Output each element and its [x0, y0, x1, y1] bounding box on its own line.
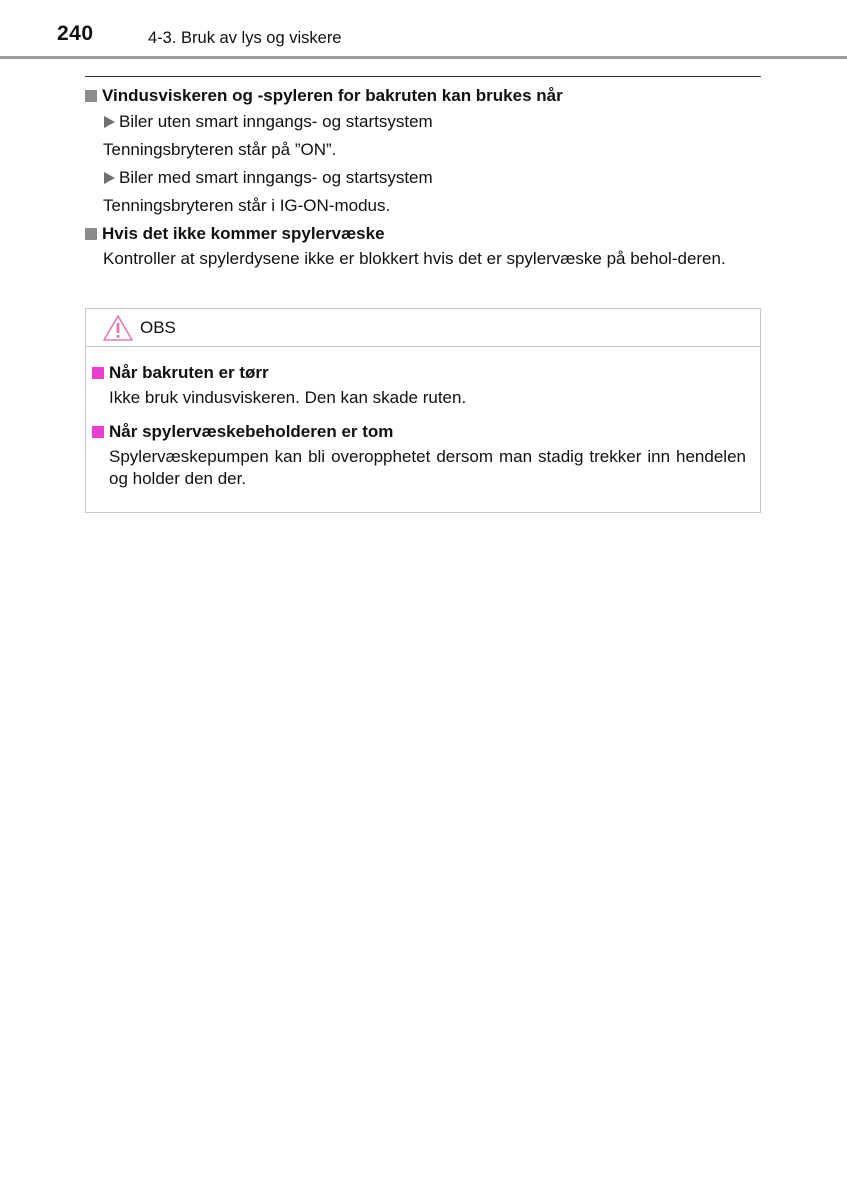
paragraph: Kontroller at spylerdysene ikke er blokkert hvis det er spylervæske på behol-deren. [103, 249, 726, 268]
sub-bullet-text: Biler uten smart inngangs- og startsystem [119, 112, 433, 131]
caution-heading-text: Når bakruten er tørr [109, 363, 269, 382]
caution-title: OBS [140, 317, 176, 337]
section-heading-text: Hvis det ikke kommer spylervæske [102, 224, 385, 243]
pink-square-bullet-icon [92, 367, 104, 379]
section-divider [85, 76, 761, 77]
caution-paragraph: Spylervæskepumpen kan bli overopphetet dersom man stadig trekker inn hendelen og holder den der. [109, 447, 746, 488]
sub-bullet-item [85, 108, 761, 136]
warning-triangle-icon [102, 314, 134, 342]
sub-bullet-item [85, 164, 761, 192]
paragraph: Tenningsbryteren står i IG-ON-modus. [103, 196, 391, 215]
section-heading-no-fluid [85, 222, 761, 246]
square-bullet-icon [85, 228, 97, 240]
triangle-bullet-icon [104, 172, 115, 184]
square-bullet-icon [85, 90, 97, 102]
chapter-title: 4-3. Bruk av lys og viskere [148, 29, 342, 47]
caution-heading-text: Når spylervæskebeholderen er tom [109, 422, 394, 441]
caution-item-heading [92, 420, 746, 444]
sub-bullet-text: Biler med smart inngangs- og startsystem [119, 168, 433, 187]
section-heading-text: Vindusviskeren og -spyleren for bakruten kan brukes når [102, 86, 563, 105]
caution-paragraph: Ikke bruk vindusviskeren. Den kan skade ruten. [109, 388, 467, 407]
section-heading-rear-wiper [85, 84, 761, 108]
caution-box [85, 308, 761, 513]
page-header [0, 0, 847, 60]
page-number: 240 [57, 22, 94, 45]
caution-body [86, 347, 760, 490]
triangle-bullet-icon [104, 116, 115, 128]
caution-header [86, 309, 760, 347]
main-content [85, 84, 761, 270]
caution-item-heading [92, 361, 746, 385]
header-divider [0, 56, 847, 59]
pink-square-bullet-icon [92, 426, 104, 438]
paragraph: Tenningsbryteren står på ”ON”. [103, 140, 337, 159]
